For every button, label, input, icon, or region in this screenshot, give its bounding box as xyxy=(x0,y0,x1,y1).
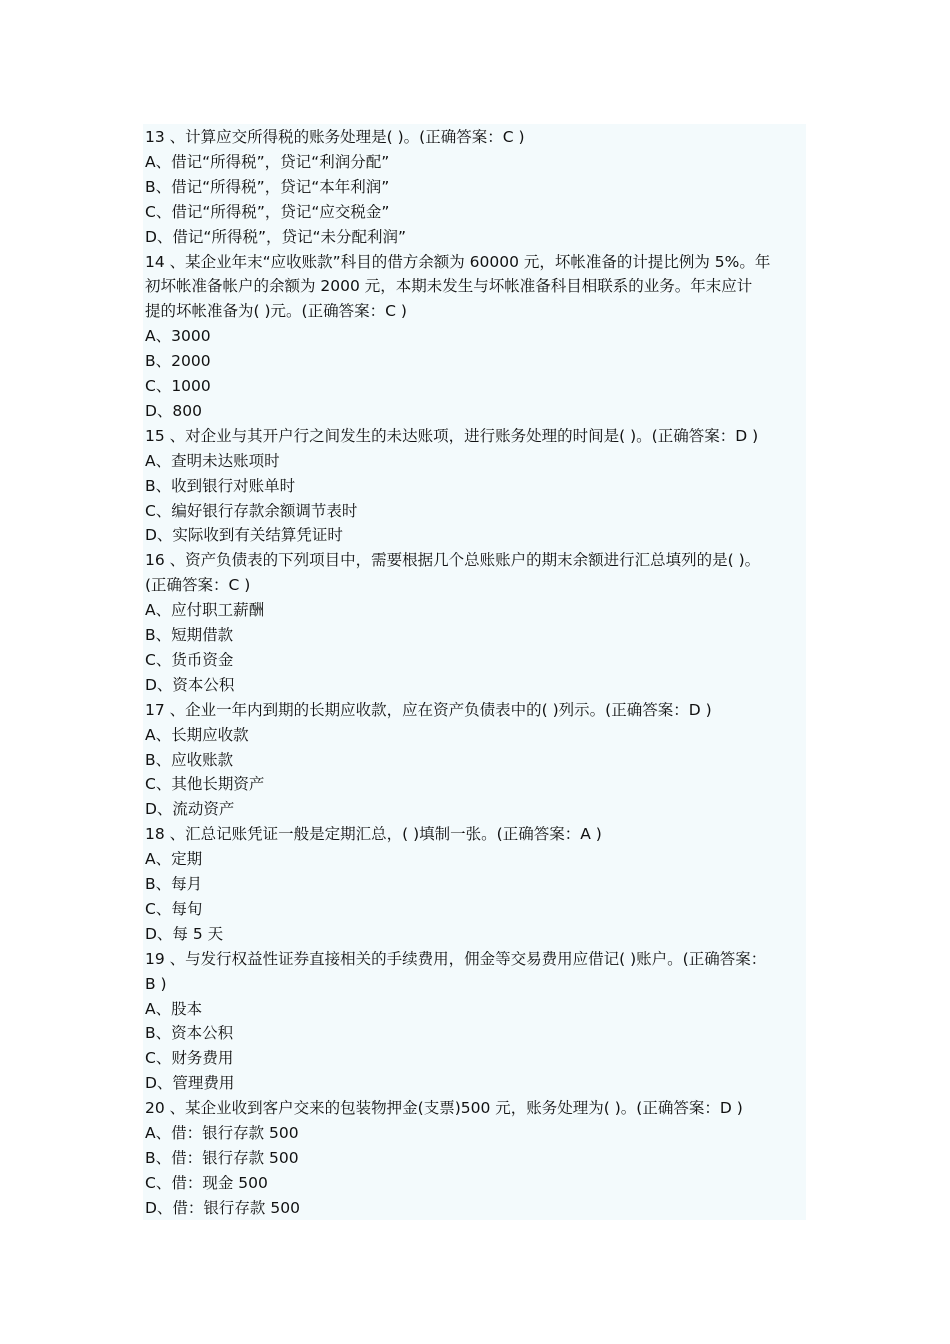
question-20-stem-line: 20 、某企业收到客户交来的包装物押金(支票)500 元，账务处理为( )。(正确答案：D ) xyxy=(145,1099,743,1118)
question-15-option: D、实际收到有关结算凭证时 xyxy=(145,526,343,545)
question-15-option: B、收到银行对账单时 xyxy=(145,476,296,495)
question-16-option: B、短期借款 xyxy=(145,626,234,644)
question-13-option: D、借记“所得税”，贷记“未分配利润” xyxy=(145,227,407,246)
question-14-option: C、1000 xyxy=(145,377,211,395)
question-14-stem-line: 提的坏帐准备为( )元。(正确答案：C ) xyxy=(145,302,407,321)
question-19-option: A、股本 xyxy=(145,999,203,1018)
question-13-option: C、借记“所得税”，贷记“应交税金” xyxy=(145,202,390,221)
question-16-option: D、资本公积 xyxy=(145,675,235,694)
question-13-option: A、借记“所得税”，贷记“利润分配” xyxy=(145,152,390,171)
question-17-option: C、其他长期资产 xyxy=(145,775,265,794)
question-list xyxy=(143,124,806,1220)
question-16-stem-line: (正确答案：C ) xyxy=(145,576,251,595)
question-14-option: B、2000 xyxy=(145,352,211,371)
question-13-option: B、借记“所得税”，贷记“本年利润” xyxy=(145,177,390,196)
question-18-option: C、每旬 xyxy=(145,899,203,918)
question-17-option: B、应收账款 xyxy=(145,750,234,769)
question-15-option: C、编好银行存款余额调节表时 xyxy=(145,501,358,520)
question-20-option: D、借：银行存款 500 xyxy=(145,1198,300,1217)
question-18-option: D、每 5 天 xyxy=(145,924,224,943)
question-14-stem-line: 初坏帐准备帐户的余额为 2000 元，本期未发生与坏帐准备科目相联系的业务。年末应计 xyxy=(145,277,753,296)
question-17-stem-line: 17 、企业一年内到期的长期应收款，应在资产负债表中的( )列示。(正确答案：D ) xyxy=(145,700,712,719)
question-20-option: A、借：银行存款 500 xyxy=(145,1124,299,1142)
question-20-option: C、借：现金 500 xyxy=(145,1173,268,1192)
question-14-stem-line: 14 、某企业年末“应收账款”科目的借方余额为 60000 元，坏帐准备的计提比例为 5%。年 xyxy=(145,252,771,271)
question-18-option: A、定期 xyxy=(145,850,203,869)
question-18-option: B、每月 xyxy=(145,875,203,893)
question-19-option: D、管理费用 xyxy=(145,1074,235,1093)
question-19-option: B、资本公积 xyxy=(145,1024,234,1043)
question-13-stem-line: 13 、计算应交所得税的账务处理是( )。(正确答案：C ) xyxy=(145,128,525,146)
question-14-option: D、800 xyxy=(145,401,203,420)
question-16-option: C、货币资金 xyxy=(145,650,234,669)
question-19-option: C、财务费用 xyxy=(145,1049,234,1068)
question-17-option: D、流动资产 xyxy=(145,800,235,819)
question-19-stem-line: 19 、与发行权益性证券直接相关的手续费用，佣金等交易费用应借记( )账户。(正确答案： xyxy=(145,949,767,968)
question-15-option: A、查明未达账项时 xyxy=(145,451,280,470)
question-15-stem-line: 15 、对企业与其开户行之间发生的未达账项，进行账务处理的时间是( )。(正确答案：D ) xyxy=(145,426,759,445)
question-16-option: A、应付职工薪酬 xyxy=(145,601,265,620)
question-17-option: A、长期应收款 xyxy=(145,725,249,744)
question-19-stem-line: B ) xyxy=(145,974,167,993)
question-20-option: B、借：银行存款 500 xyxy=(145,1148,299,1167)
question-14-option: A、3000 xyxy=(145,327,211,346)
question-16-stem-line: 16 、资产负债表的下列项目中，需要根据几个总账账户的期末余额进行汇总填列的是( )。 xyxy=(145,551,761,570)
question-18-stem-line: 18 、汇总记账凭证一般是定期汇总，( )填制一张。(正确答案：A ) xyxy=(145,825,602,844)
